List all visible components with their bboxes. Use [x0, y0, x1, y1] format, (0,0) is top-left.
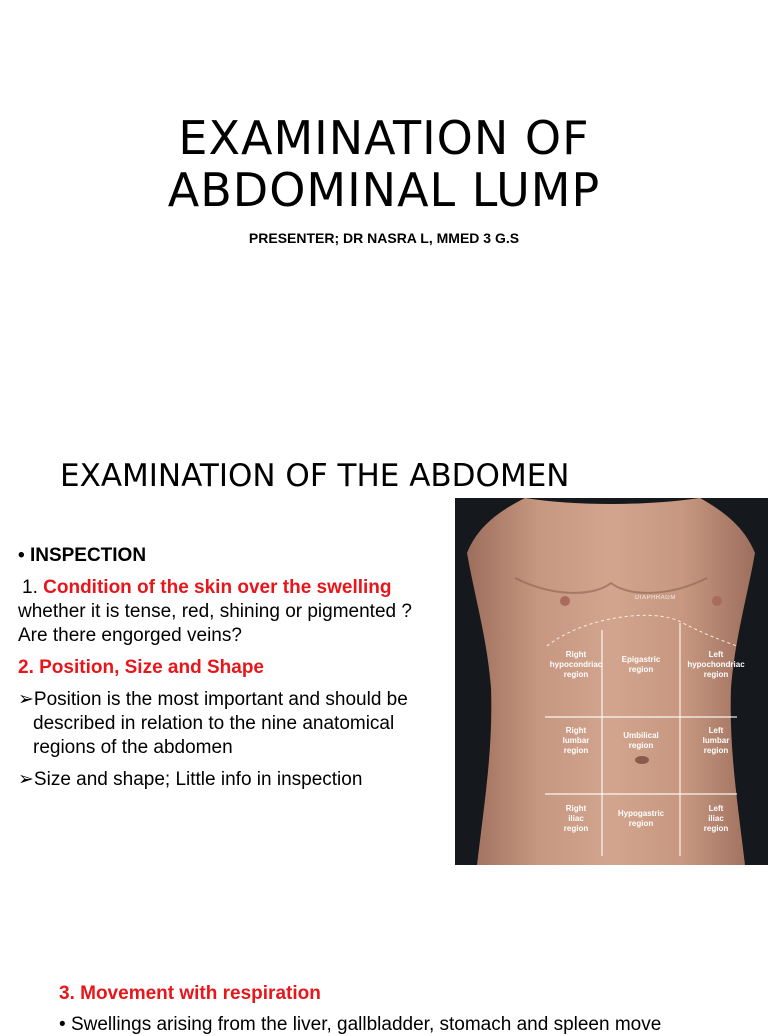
- bullet1-line2: described in relation to the nine anatomical: [33, 713, 395, 734]
- region-left-iliac: Left iliac region: [703, 804, 729, 833]
- navel: [635, 756, 649, 764]
- inspection-label: INSPECTION: [29, 545, 147, 566]
- region-left-lumbar: Left lumbar region: [702, 726, 730, 755]
- arrow-bullet-icon: ➢: [18, 769, 34, 790]
- region-right-lumbar: Right lumbar region: [562, 726, 590, 755]
- slide-title: [0, 112, 768, 216]
- region-epigastric: Epigastric region: [621, 655, 661, 674]
- bullet1-text: Position is the most important and should be: [33, 689, 408, 710]
- bullet2-text: Size and shape; Little info in inspection: [33, 769, 363, 790]
- inspection-heading: [18, 544, 458, 568]
- bullet1-line3: regions of the abdomen: [33, 737, 233, 758]
- region-umbilical: Umbilical region: [623, 731, 659, 750]
- region-right-hypochondriac: Right hypocondriac region: [549, 650, 603, 679]
- arrow-bullet-icon: ➢: [18, 689, 34, 710]
- title-slide: [0, 0, 768, 420]
- bullet2-line: [18, 768, 458, 792]
- presenter-line: PRESENTER; DR NASRA L, MMED 3 G.S: [248, 230, 520, 246]
- item1-number: 1.: [22, 577, 38, 598]
- left-nipple: [560, 596, 570, 606]
- bullet-dot-icon: •: [18, 545, 25, 566]
- item2-heading: 2. Position, Size and Shape: [18, 657, 264, 678]
- diaphragm-label: DIAPHRAGM: [635, 595, 676, 601]
- content-slide: [0, 420, 768, 1035]
- abdomen-regions-figure: [455, 498, 768, 865]
- item1-line2: whether it is tense, red, shining or pigmented ?: [18, 601, 412, 622]
- bullet-dot-icon: •: [59, 1014, 71, 1035]
- region-right-iliac: Right iliac region: [563, 804, 589, 833]
- title-line-2: ABDOMINAL LUMP: [167, 163, 601, 217]
- item3-line1-text: Swellings arising from the liver, gallbladder, stomach and spleen move: [70, 1014, 662, 1035]
- item1-line3: Are there engorged veins?: [18, 625, 242, 646]
- item3-line1: [59, 1014, 661, 1036]
- item1-heading: Condition of the skin over the swelling: [43, 577, 392, 598]
- region-hypogastric: Hypogastric region: [617, 809, 665, 828]
- bullet1-line1: [18, 688, 458, 712]
- item1-heading-line: [18, 576, 458, 600]
- title-line-1: EXAMINATION OF: [178, 111, 590, 165]
- region-left-hypochondriac: Left hypochondriac region: [687, 650, 745, 679]
- slide-body: [18, 544, 458, 792]
- slide-heading: EXAMINATION OF THE ABDOMEN: [60, 458, 570, 494]
- item3-heading: 3. Movement with respiration: [59, 983, 321, 1004]
- right-nipple: [712, 596, 722, 606]
